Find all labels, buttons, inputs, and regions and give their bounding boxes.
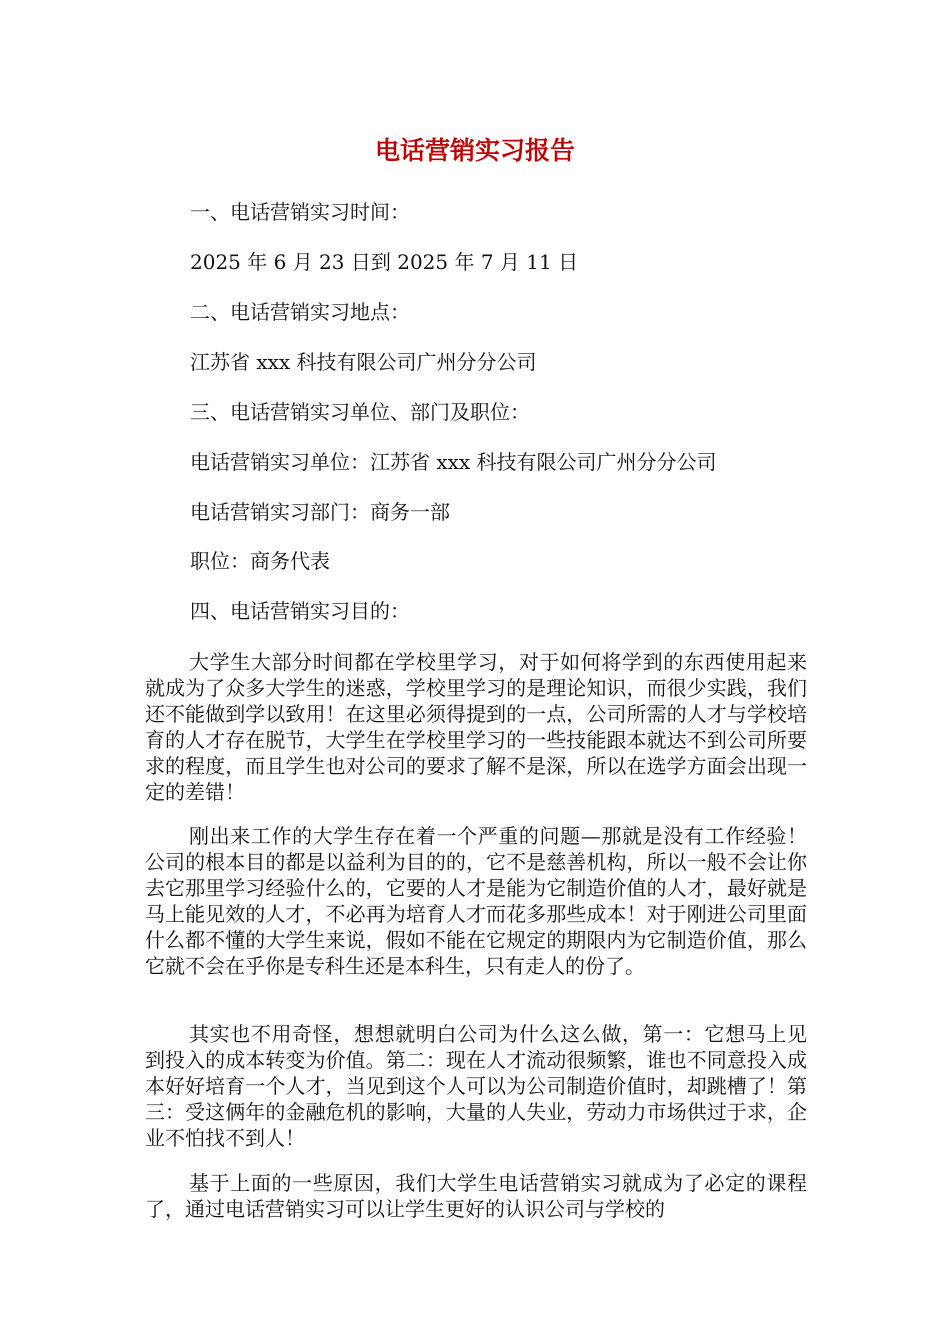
body-paragraph: 大学生大部分时间都在学校里学习，对于如何将学到的东西使用起来就成为了众多大学生的迷惑，学校里学习的是理论知识，而很少实践，我们还不能做到学以致用！在这里必须得提到的一点，公司所需的人才与学校培育的人才存在脱节，大学生在学校里学习的一些技能跟本就达不到公司所要求的程度，而且学生也对公司的要求了解不是深，所以在选学方面会出现一定的差错！ xyxy=(145,650,807,804)
body-paragraph: 其实也不用奇怪，想想就明白公司为什么这么做，第一：它想马上见到投入的成本转变为价值。第二：现在人才流动很频繁，谁也不同意投入成本好好培育一个人才，当见到这个人可以为公司制造价值时，却跳槽了！第三：受这俩年的金融危机的影响，大量的人失业，劳动力市场供过于求，企业不怕找不到人！ xyxy=(145,1022,807,1150)
section-heading-purpose: 四、电话营销实习目的： xyxy=(190,599,410,623)
internship-location: 江苏省 xxx 科技有限公司广州分分公司 xyxy=(190,350,537,374)
internship-department: 电话营销实习部门：商务一部 xyxy=(190,500,450,524)
body-paragraph: 基于上面的一些原因，我们大学生电话营销实习就成为了必定的课程了，通过电话营销实习可以让学生更好的认识公司与学校的 xyxy=(145,1171,807,1221)
internship-dates: 2025 年 6 月 23 日到 2025 年 7 月 11 日 xyxy=(190,250,579,274)
section-heading-time: 一、电话营销实习时间： xyxy=(190,200,410,224)
internship-position: 职位：商务代表 xyxy=(190,549,330,573)
section-heading-unit: 三、电话营销实习单位、部门及职位： xyxy=(190,400,530,424)
section-heading-location: 二、电话营销实习地点： xyxy=(190,300,410,324)
body-paragraph: 刚出来工作的大学生存在着一个严重的问题—那就是没有工作经验！公司的根本目的都是以益利为目的的，它不是慈善机构，所以一般不会让你去它那里学习经验什么的，它要的人才是能为它制造价值的人才，最好就是马上能见效的人才，不必再为培育人才而花多那些成本！对于刚进公司里面什么都不懂的大学生来说，假如不能在它规定的期限内为它制造价值，那么它就不会在乎你是专科生还是本科生，只有走人的份了。 xyxy=(145,824,807,978)
document-title: 电话营销实习报告 xyxy=(374,136,575,165)
internship-unit: 电话营销实习单位：江苏省 xxx 科技有限公司广州分分公司 xyxy=(190,450,717,474)
